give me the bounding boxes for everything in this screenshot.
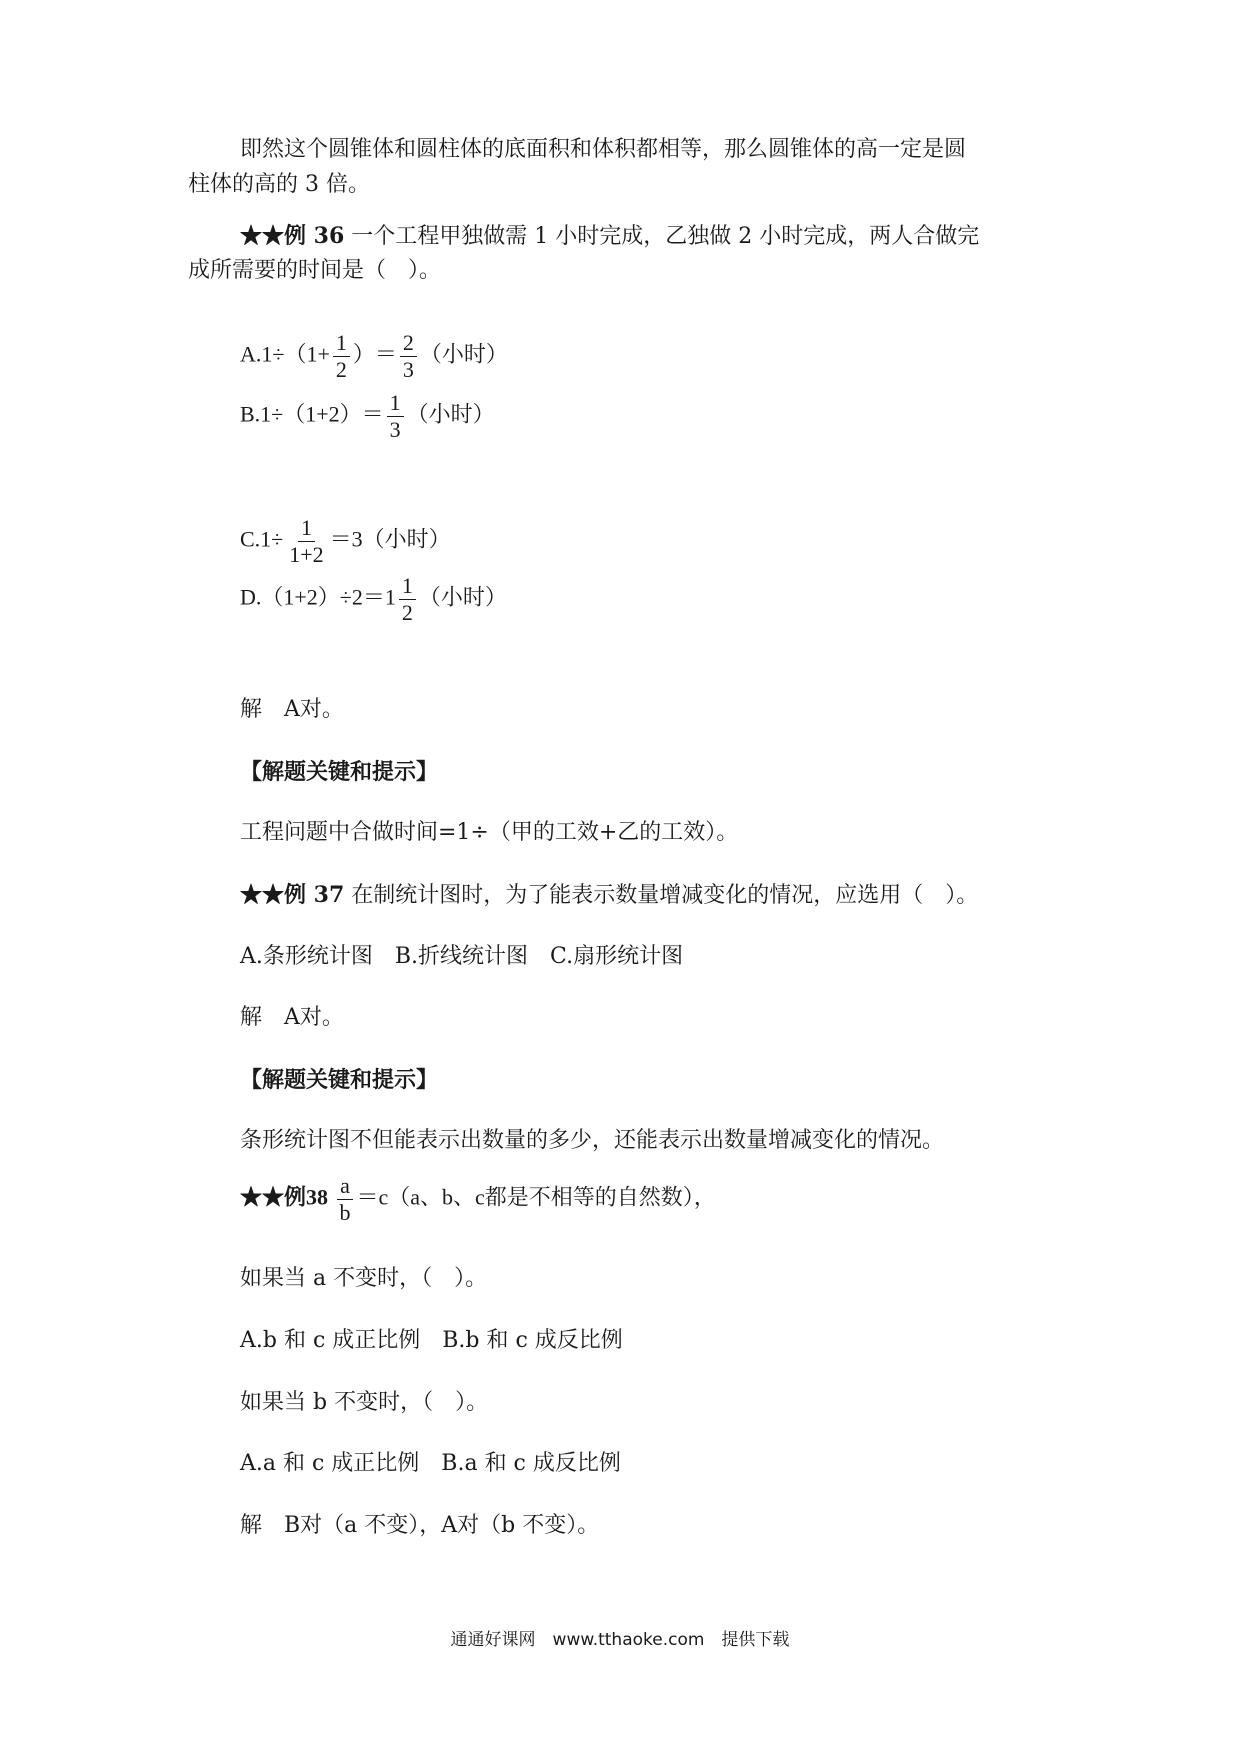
option-b: B.1÷（1+2）＝ $\frac{1}{3}$ （小时） xyxy=(240,390,495,442)
example-38-q1-options: A.b 和 c 成正比例 B.b 和 c 成反比例 xyxy=(240,1328,623,1353)
fraction: $\frac{1}{2}$ xyxy=(399,573,416,626)
page-footer: 通通好课网 www.tthaoke.com 提供下载 xyxy=(450,1630,790,1650)
example-38-line xyxy=(240,1173,716,1226)
example-36-answer: 解 A对。 xyxy=(240,697,344,722)
example-38-text: ＝c（a、b、c都是不相等的自然数）， xyxy=(356,1184,716,1210)
example-38-answer: 解 B对（a 不变），A对（b 不变）。 xyxy=(240,1513,600,1538)
example-37-options: A.条形统计图 B.折线统计图 C.扇形统计图 xyxy=(240,944,684,969)
fraction: $\frac{a}{b}$ xyxy=(337,1173,354,1226)
example-36-line2: 成所需要的时间是（ ）。 xyxy=(188,258,442,283)
example-37-key-text: 条形统计图不但能表示出数量的多少，还能表示出数量增减变化的情况。 xyxy=(240,1128,945,1153)
example-38-heading: ★★例38 xyxy=(240,1184,329,1210)
option-d: D.（1+2）÷2＝1 $\frac{1}{2}$ （小时） xyxy=(240,573,507,625)
example-37-heading: ★★例 37 xyxy=(240,882,345,908)
example-36-heading: ★★例 36 xyxy=(240,223,345,249)
para1-line1: 即然这个圆锥体和圆柱体的底面积和体积都相等，那么圆锥体的高一定是圆 xyxy=(240,137,967,162)
example-36-text: 一个工程甲独做需 1 小时完成，乙独做 2 小时完成，两人合做完 xyxy=(351,224,980,249)
example-36-line1 xyxy=(240,219,979,254)
example-38-q2-options: A.a 和 c 成正比例 B.a 和 c 成反比例 xyxy=(240,1451,621,1476)
fraction: $\frac{1}{2}$ xyxy=(333,330,350,383)
fraction: $\frac{1}{3}$ xyxy=(387,390,404,443)
example-37-answer: 解 A对。 xyxy=(240,1005,344,1030)
example-37-line xyxy=(240,878,978,913)
example-38-q2: 如果当 b 不变时，（ ）。 xyxy=(240,1390,489,1415)
para1-line2: 柱体的高的 3 倍。 xyxy=(188,172,370,197)
example-37-key-title: 【解题关键和提示】 xyxy=(240,1067,439,1093)
example-36-key-text: 工程问题中合做时间=1÷（甲的工效+乙的工效）。 xyxy=(240,820,739,845)
example-36-key-title: 【解题关键和提示】 xyxy=(240,759,439,785)
example-37-text: 在制统计图时，为了能表示数量增减变化的情况，应选用（ ）。 xyxy=(351,883,979,908)
option-c: C.1÷ $\frac{1}{1+2}$ ＝3（小时） xyxy=(240,515,451,567)
example-38-q1: 如果当 a 不变时，（ ）。 xyxy=(240,1266,488,1291)
option-a: A.1÷（1+ $\frac{1}{2}$ ）＝ $\frac{2}{3}$ （小时） xyxy=(240,330,508,382)
fraction: $\frac{2}{3}$ xyxy=(400,330,417,383)
fraction: $\frac{1}{1+2}$ xyxy=(289,515,324,567)
